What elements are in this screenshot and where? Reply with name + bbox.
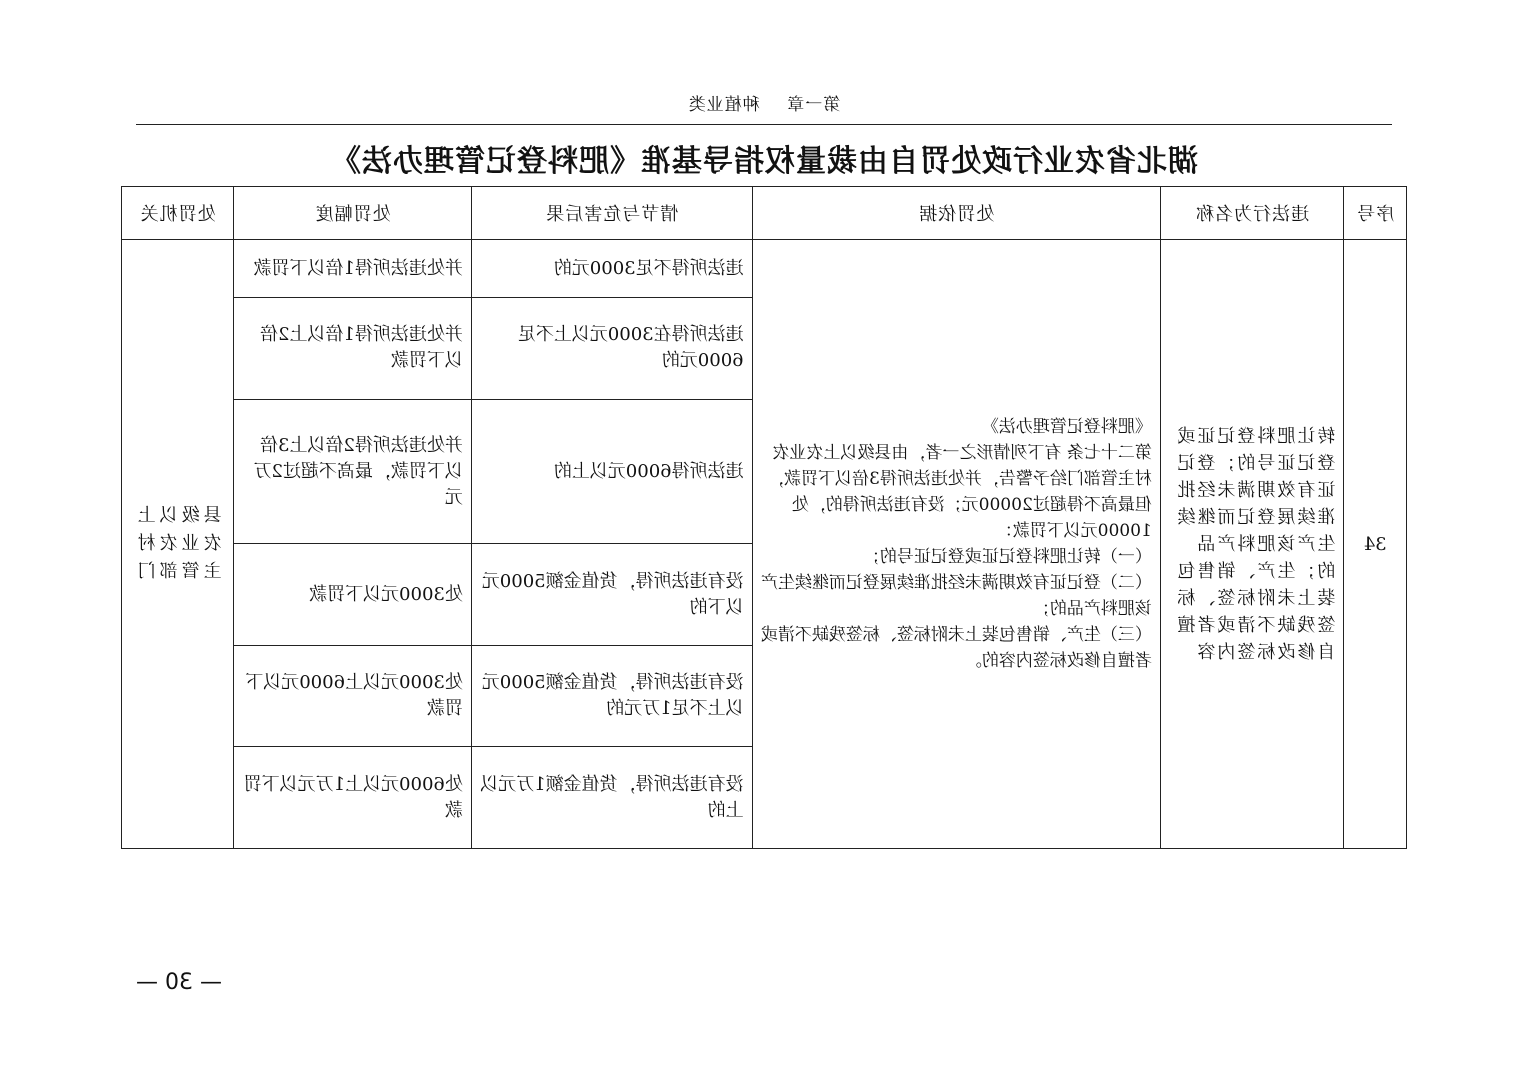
cell-violation-name: 转让肥料登记证或登记证号的；登记证有效期满未经批准续展登记而继续生产该肥料产品的；生产、销售包装上未附标签、标签残缺不清或者擅自修改标签内容 xyxy=(1160,240,1344,849)
cell-circumstance: 违法所得6000元以上的 xyxy=(471,399,752,544)
basis-item-1: （一）转让肥料登记证或登记证号的； xyxy=(862,547,1152,567)
cell-range: 处3000元以下罚款 xyxy=(234,544,472,646)
cell-range: 并处违法所得1倍以下罚款 xyxy=(234,240,472,298)
basis-title: 《肥料登记管理办法》 xyxy=(981,417,1152,437)
cell-circumstance: 违法所得在3000元以上不足6000元的 xyxy=(471,298,752,400)
header-circumstance: 情节与危害后果 xyxy=(471,187,752,240)
page-number: — 30 — xyxy=(136,970,222,995)
basis-item-3: （三）生产、销售包装上未附标签、标签残缺不清或者擅自修改标签内容的。 xyxy=(760,625,1152,671)
table-row xyxy=(122,240,1407,298)
page-title: 湖北省农业行政处罚自由裁量权指导基准《肥料登记管理办法》 xyxy=(330,144,1198,179)
running-header xyxy=(136,90,1392,125)
cell-range: 处6000元以上1万元以下罚款 xyxy=(234,747,472,849)
basis-article: 第二十七条 有下列情形之一者，由县级以上农业农村主管部门给予警告，并处违法所得3倍以下罚款，但最高不得超过20000元；没有违法所得的，处10000元以下罚款： xyxy=(766,443,1152,541)
cell-circumstance: 没有违法所得，货值金额5000元以上不足1万元的 xyxy=(471,645,752,747)
header-basis: 处罚依据 xyxy=(752,187,1160,240)
cell-range: 处3000元以上6000元以下罚款 xyxy=(234,645,472,747)
cell-range: 并处违法所得1倍以上2倍以下罚款 xyxy=(234,298,472,400)
header-violation-name: 违法行为名称 xyxy=(1160,187,1344,240)
header-org: 处罚机关 xyxy=(122,187,234,240)
table-header-row xyxy=(122,187,1407,240)
header-category: 种植业类 xyxy=(687,95,760,115)
header-range: 处罚幅度 xyxy=(234,187,472,240)
penalty-table xyxy=(121,186,1407,849)
cell-circumstance: 没有违法所得，货值金额1万元以上的 xyxy=(471,747,752,849)
header-chapter: 第一章 xyxy=(786,95,841,115)
cell-org: 县级以上农业农村主管部门 xyxy=(122,240,234,849)
cell-basis xyxy=(752,240,1160,849)
cell-range: 并处违法所得2倍以上3倍以下罚款，最高不超过2万元 xyxy=(234,399,472,544)
cell-circumstance: 没有违法所得，货值金额5000元以下的 xyxy=(471,544,752,646)
cell-circumstance: 违法所得不足3000元的 xyxy=(471,240,752,298)
header-no: 序号 xyxy=(1344,187,1407,240)
cell-no: 34 xyxy=(1344,240,1407,849)
basis-item-2: （二）登记证有效期满未经批准续展登记而继续生产该肥料产品的； xyxy=(760,573,1152,619)
